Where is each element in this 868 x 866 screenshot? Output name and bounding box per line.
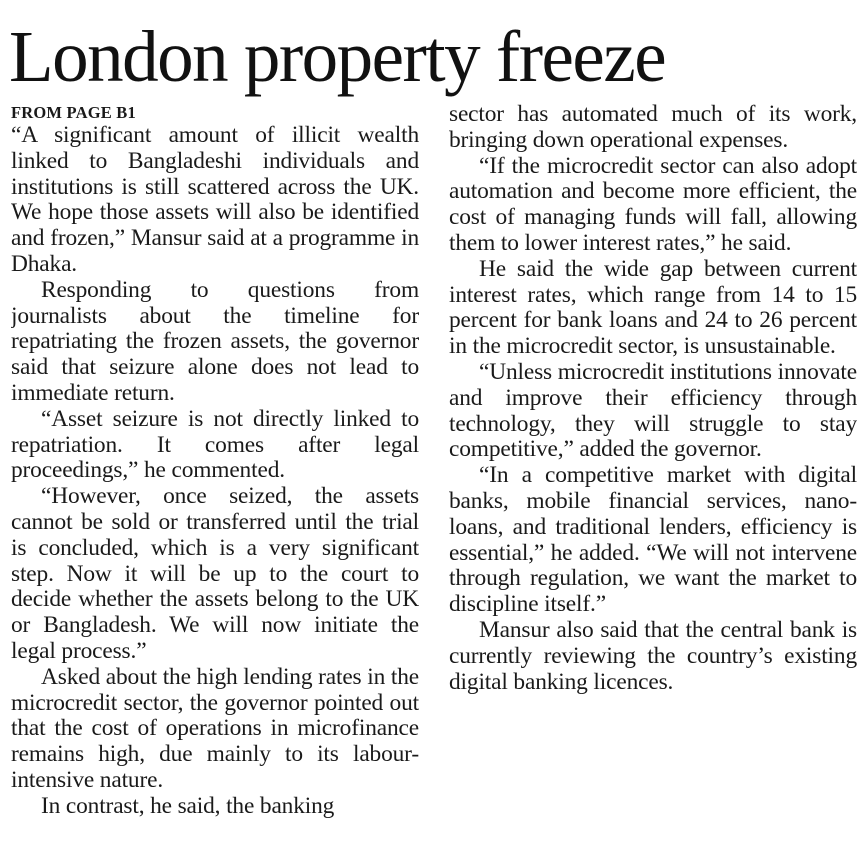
paragraph: Responding to questions from journalists about the timeline for repatriating the frozen assets, the governor said that seizure alone does not lead to immediate return. [11, 276, 419, 406]
paragraph: Mansur also said that the central bank is currently reviewing the country’s existing digital banking licences. [449, 616, 857, 695]
jump-label: FROM PAGE B1 [11, 103, 136, 122]
article-column-left [11, 102, 419, 862]
paragraph: sector has automated much of its work, bringing down operational expenses. [449, 102, 857, 153]
paragraph: He said the wide gap between current interest rates, which range from 14 to 15 percent for bank loans and 24 to 26 percent in the microcredit sector, is unsustainable. [449, 255, 857, 360]
paragraph: “A significant amount of illicit wealth linked to Bangladeshi individuals and institutions is still scattered across the UK. We hope those assets will also be identified and frozen,” Mansur said at a programme in Dhaka. [11, 122, 419, 277]
paragraph: Asked about the high lending rates in the microcredit sector, the governor pointed out that the cost of operations in microfinance remains high, due mainly to its labour-intensive nature. [11, 663, 419, 793]
article-column-right [449, 102, 857, 862]
paragraph: “In a competitive market with digital banks, mobile financial services, nano-loans, and traditional lenders, efficiency is essential,” he added. “We will not intervene through regulation, we want the market to discipline itself.” [449, 462, 857, 618]
paragraph: In contrast, he said, the banking [41, 792, 335, 819]
paragraph: “Unless microcredit institutions innovate and improve their efficiency through technology, they will struggle to stay competitive,” added the governor. [449, 358, 857, 463]
paragraph: “However, once seized, the assets cannot be sold or transferred until the trial is concluded, which is a very significant step. Now it will be up to the court to decide whether the assets belong to the UK or Bangladesh. We will now initiate the legal process.” [11, 483, 419, 664]
paragraph: “If the microcredit sector can also adopt automation and become more efficient, the cost of managing funds will fall, allowing them to lower interest rates,” he said. [449, 152, 857, 256]
headline: London property freeze [9, 16, 666, 97]
paragraph: “Asset seizure is not directly linked to repatriation. It comes after legal proceedings,” he commented. [11, 405, 419, 484]
